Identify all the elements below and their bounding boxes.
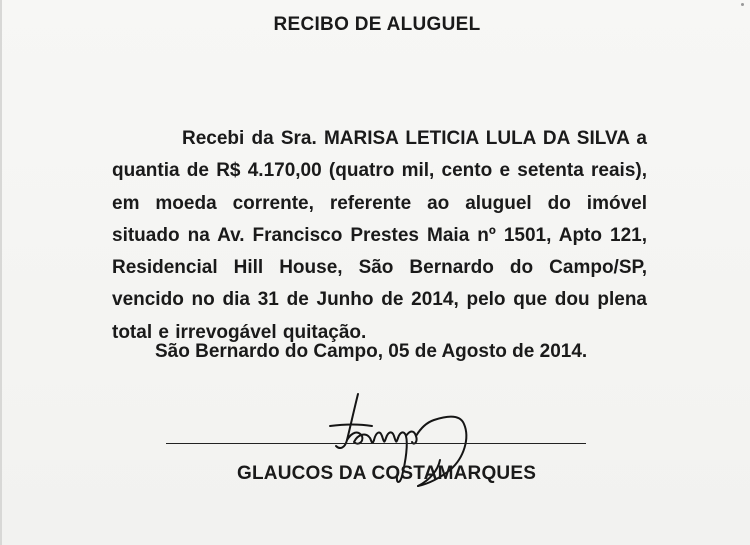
scan-mark	[741, 3, 744, 6]
receipt-body-text: Recebi da Sra. MARISA LETICIA LULA DA SILVA a quantia de R$ 4.170,00 (quatro mil, cento e setenta reais), em moeda corrente, referente ao aluguel do imóvel situado na Av. Francisco Prestes Maia nº 1501, Apto 121, Residencial Hill House, São Bernardo do Campo/SP, vencido no dia 31 de Junho de 2014, pelo que dou plena total e irrevogável quitação.	[112, 128, 647, 343]
signer-name: GLAUCOS DA COSTAMARQUES	[237, 463, 537, 484]
place-and-date: São Bernardo do Campo, 05 de Agosto de 2014.	[155, 341, 588, 362]
page-edge	[0, 0, 2, 545]
document-title: RECIBO DE ALUGUEL	[273, 14, 481, 35]
signature-line	[166, 443, 586, 444]
